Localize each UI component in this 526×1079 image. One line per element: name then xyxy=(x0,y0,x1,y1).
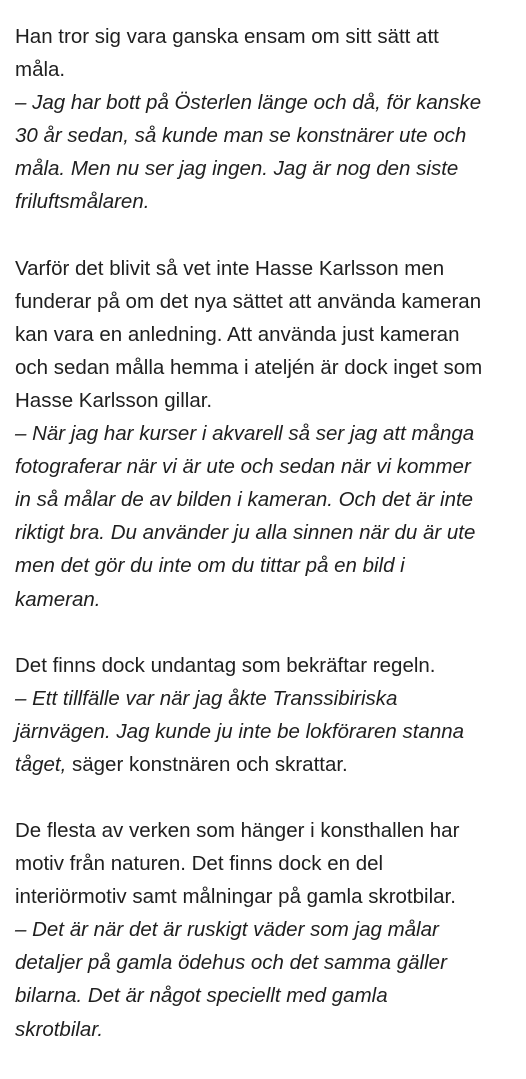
paragraph-4 xyxy=(15,814,520,1046)
text-line: Hasse Karlsson gillar. xyxy=(15,388,213,412)
quote-line: – När jag har kurser i akvarell så ser jag att många xyxy=(15,422,475,446)
quote-line: riktigt bra. Du använder ju alla sinnen när du är ute xyxy=(15,521,476,545)
quote-line: fotograferar när vi är ute och sedan när vi kommer xyxy=(15,455,471,479)
quote-line: – Ett tillfälle var när jag åkte Transsibiriska xyxy=(15,686,398,710)
quote-line: – Det är när det är ruskigt väder som jag målar xyxy=(15,918,439,942)
quote-line: måla. Men nu ser jag ingen. Jag är nog den siste xyxy=(15,157,459,181)
quote-line: skrotbilar. xyxy=(15,1017,104,1041)
attribution-fragment: säger konstnären och skrattar. xyxy=(66,752,348,776)
text-line: interiörmotiv samt målningar på gamla skrotbilar. xyxy=(15,885,456,909)
quote-line: in så målar de av bilden i kameran. Och det är inte xyxy=(15,488,474,512)
text-line: och sedan målla hemma i ateljén är dock inget som xyxy=(15,355,483,379)
quote-line: bilarna. Det är något speciellt med gamla xyxy=(15,984,388,1008)
article-body xyxy=(15,20,520,1079)
text-line: kan vara en anledning. Att använda just kameran xyxy=(15,322,460,346)
paragraph-3 xyxy=(15,649,520,781)
paragraph-1 xyxy=(15,20,520,219)
text-line: Det finns dock undantag som bekräftar regeln. xyxy=(15,653,436,677)
text-line: De flesta av verken som hänger i konsthallen har xyxy=(15,818,460,842)
quote-line: detaljer på gamla ödehus och det samma gäller xyxy=(15,951,447,975)
text-line: måla. xyxy=(15,58,66,82)
quote-line: 30 år sedan, så kunde man se konstnärer ute och xyxy=(15,124,467,148)
text-line: motiv från naturen. Det finns dock en del xyxy=(15,852,384,876)
quote-line: men det gör du inte om du tittar på en bild i xyxy=(15,554,405,578)
quote-line: kameran. xyxy=(15,587,101,611)
paragraph-2 xyxy=(15,252,520,616)
quote-line: – Jag har bott på Österlen länge och då, för kanske xyxy=(15,91,482,115)
quote-fragment: tåget, xyxy=(15,752,67,776)
mixed-line xyxy=(15,748,520,781)
quote-line: järnvägen. Jag kunde ju inte be lokföraren stanna xyxy=(15,719,465,743)
quote-line: friluftsmålaren. xyxy=(15,190,150,214)
text-line: funderar på om det nya sättet att använda kameran xyxy=(15,289,482,313)
text-line: Varför det blivit så vet inte Hasse Karlsson men xyxy=(15,256,445,280)
text-line: Han tror sig vara ganska ensam om sitt sätt att xyxy=(15,25,439,48)
